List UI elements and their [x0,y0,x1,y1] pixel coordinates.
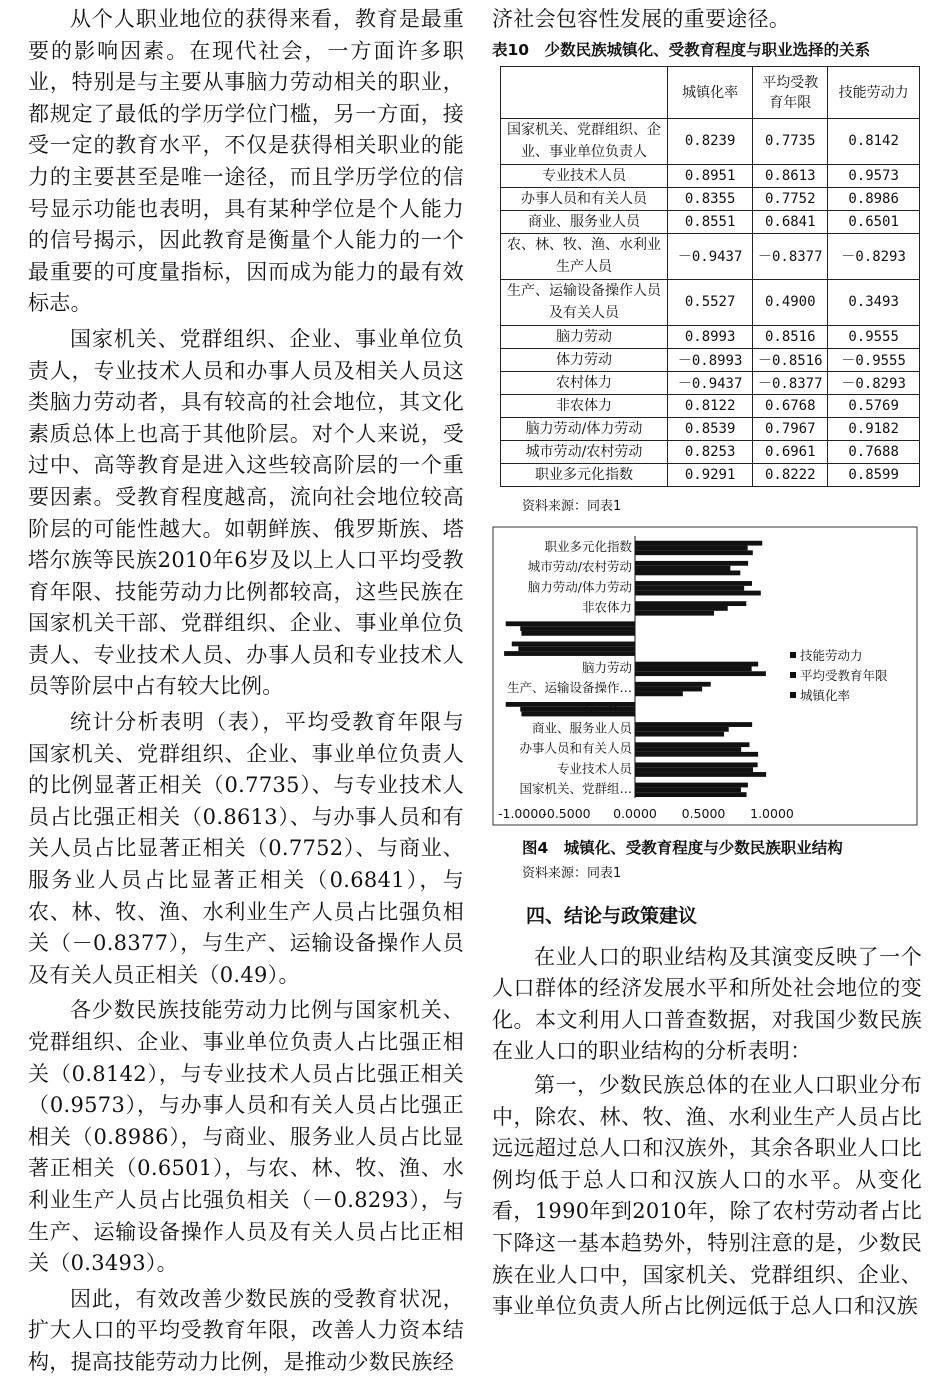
table-header-cell [501,66,668,118]
table-header-row [501,66,920,118]
table-cell-value: －0.9555 [828,348,920,371]
table-row-label: 农、林、牧、渔、水利业生产人员 [501,233,668,279]
legend-marker [790,692,796,698]
bar-技能劳动力 [521,631,635,636]
x-tick-label: 0.5000 [681,805,726,821]
table-cell-value: 0.8986 [828,187,920,210]
bar-技能劳动力 [635,751,758,756]
bar-技能劳动力 [635,731,724,736]
table-cell-value: －0.8293 [828,371,920,394]
bar-平均受教育年限 [635,767,753,772]
table-cell-value: －0.8516 [753,348,828,371]
table-cell-value: 0.7688 [828,440,920,463]
table-cell-value: －0.8293 [828,233,920,279]
table-cell-value: －0.9437 [668,233,753,279]
table-row [501,417,920,440]
table-cell-value: 0.8551 [668,210,753,233]
table-header-cell: 技能劳动力 [828,66,920,118]
table-row [501,233,920,279]
figure-caption: 图4 城镇化、受教育程度与少数民族职业结构 [522,838,843,857]
table-row-label: 体力劳动 [501,348,668,371]
table-cell-value: －0.9437 [668,371,753,394]
table-cell-value: 0.8951 [668,164,753,187]
figure-4 [492,526,922,830]
table-cell-value: －0.8377 [753,371,828,394]
table-cell-value: 0.8122 [668,394,753,417]
table-header-cell: 平均受教育年限 [753,66,828,118]
table-row [501,164,920,187]
legend-marker [790,652,796,658]
table-row [501,210,920,233]
bar-城镇化率 [635,581,752,586]
table-cell-value: 0.5769 [828,394,920,417]
bar-城镇化率 [635,661,758,666]
bar-技能劳动力 [635,550,753,555]
table-header-cell: 城镇化率 [668,66,753,118]
category-label: 职业多元化指数 [544,538,632,554]
body-paragraph-continued: 济社会包容性发展的重要途径。 [492,7,791,31]
category-label: 城市劳动/农村劳动 [527,558,632,574]
body-paragraph: 各少数民族技能劳动力比例与国家机关、党群组织、企业、事业单位负责人占比强正相关（0.8142），与专业技术人员占比强正相关（0.9573），与办事人员和有关人员占比强正相关（0.8986），与商业、服务业人员占比显著正相关（0.6501），与农、林、牧、渔、水利业生产人员占比强负相关（－0.8293），与生产、运输设备操作人员及有关人员占比正相关（0.3493）。 [28,998,464,1276]
body-paragraph: 在业人口的职业结构及其演变反映了一个人口群体的经济发展水平和所处社会地位的变化。本文利用人口普查数据，对我国少数民族在业人口的职业结构的分析表明： [492,944,922,1064]
table-cell-value: 0.8253 [668,440,753,463]
legend-label: 城镇化率 [800,687,851,703]
table-cell-value: 0.7735 [753,118,828,164]
category-label: 办事人员和有关人员 [519,740,632,756]
x-tick-label: 1.0000 [750,805,794,821]
table-row-label: 非农体力 [501,394,668,417]
bar-城镇化率 [635,742,749,747]
bar-技能劳动力 [635,691,683,696]
bar-城镇化率 [506,621,635,626]
section-heading: 四、结论与政策建议 [526,904,698,927]
correlation-table [500,66,920,487]
table-cell-value: 0.8239 [668,118,753,164]
bar-技能劳动力 [635,610,714,615]
bar-平均受教育年限 [635,606,728,611]
bar-技能劳动力 [635,772,766,777]
table-cell-value: －0.8993 [668,348,753,371]
bar-平均受教育年限 [635,686,702,691]
x-tick-label: 0.0000 [613,805,657,821]
bar-平均受教育年限 [635,666,752,671]
table-row [501,348,920,371]
category-label: 国家机关、党群组… [519,780,632,796]
bar-平均受教育年限 [520,626,635,631]
body-paragraph: 统计分析表明（表），平均受教育年限与国家机关、党群组织、企业、事业单位负责人的比例显著正相关（0.7735）、与专业技术人员占比强正相关（0.8613）、与办事人员和有关人员占比显著正相关（0.7752）、与商业、服务业人员占比显著正相关（0.6841），与农、林、牧、渔、水利业生产人员占比强负相关（－0.8377），与生产、运输设备操作人员及有关人员正相关（0.49）。 [28,710,464,987]
bar-城镇化率 [635,601,746,606]
table-cell-value: 0.5527 [668,279,753,325]
bar-平均受教育年限 [518,646,635,651]
legend-label: 平均受教育年限 [800,667,888,683]
table-cell-value: 0.8613 [753,164,828,187]
table-cell-value: 0.7752 [753,187,828,210]
table-cell-value: 0.8539 [668,417,753,440]
bar-平均受教育年限 [635,727,729,732]
figure-source: 资料来源：同表1 [522,865,622,881]
table-row-label: 农村体力 [501,371,668,394]
table-cell-value: 0.8222 [753,463,828,486]
table-row [501,463,920,486]
table-row-label: 办事人员和有关人员 [501,187,668,210]
table-row-label: 脑力劳动 [501,325,668,348]
table-row [501,187,920,210]
table-cell-value: 0.8993 [668,325,753,348]
category-label: 脑力劳动 [581,659,632,675]
bar-平均受教育年限 [635,565,730,570]
left-column [28,0,464,1379]
bar-城镇化率 [635,561,748,566]
table-cell-value: 0.7967 [753,417,828,440]
bar-城镇化率 [635,722,752,727]
table-cell-value: 0.6961 [753,440,828,463]
table-row-label: 国家机关、党群组织、企业、事业单位负责人 [501,118,668,164]
table-cell-value: －0.8377 [753,233,828,279]
table-row-label: 生产、运输设备操作人员及有关人员 [501,279,668,325]
table-cell-value: 0.9291 [668,463,753,486]
bar-城镇化率 [635,681,711,686]
table-row [501,394,920,417]
table-cell-value: 0.4900 [753,279,828,325]
table-cell-value: 0.8599 [828,463,920,486]
table-row [501,371,920,394]
category-label: 商业、服务业人员 [531,720,632,736]
bar-技能劳动力 [504,651,635,656]
table-row [501,440,920,463]
category-label: 专业技术人员 [556,760,632,776]
bar-技能劳动力 [635,590,761,595]
right-column [492,0,922,1323]
category-label: 非农体力 [581,599,632,615]
bar-平均受教育年限 [635,747,741,752]
bar-城镇化率 [635,762,758,767]
table-cell-value: 0.8355 [668,187,753,210]
body-paragraph: 因此，有效改善少数民族的受教育状况，扩大人口的平均受教育年限，改善人力资本结构，提高技能劳动力比例，是推动少数民族经 [28,1286,464,1374]
table-cell-value: 0.3493 [828,279,920,325]
bar-技能劳动力 [635,792,747,797]
bar-城镇化率 [635,540,762,545]
bar-城镇化率 [635,782,748,787]
x-tick-label: -1.0000 [498,805,547,821]
table-cell-value: 0.6841 [753,210,828,233]
table-cell-value: 0.9573 [828,164,920,187]
table-row-label: 专业技术人员 [501,164,668,187]
category-label: 脑力劳动/体力劳动 [527,578,632,594]
category-label: 生产、运输设备操作… [506,679,632,695]
table-caption: 表10 少数民族城镇化、受教育程度与职业选择的关系 [492,40,871,59]
table-cell-value: 0.8516 [753,325,828,348]
body-paragraph: 从个人职业地位的获得来看，教育是最重要的影响因素。在现代社会，一方面许多职业，特别是与主要从事脑力劳动相关的职业，都规定了最低的学历学位门槛，另一方面，接受一定的教育水平，不仅是获得相关职业的能力的主要甚至是唯一途径，而且学历学位的信号显示功能也表明，具有某种学位是个人能力的信号揭示，因此教育是衡量个人能力的一个最重要的可度量指标，因而成为能力的最有效标志。 [28,7,464,316]
x-tick-label: -0.5000 [542,805,591,821]
bar-chart [492,526,918,826]
table-row-label: 城市劳动/农村劳动 [501,440,668,463]
body-paragraph: 国家机关、党群组织、企业、事业单位负责人，专业技术人员和办事人员及相关人员这类脑力劳动者，具有较高的社会地位，其文化素质总体上也高于其他阶层。对个人来说，受过中、高等教育是进入这些较高阶层的一个重要因素。受教育程度越高，流向社会地位较高阶层的可能性越大。如朝鲜族、俄罗斯族、塔塔尔族等民族2010年6岁及以上人口平均受教育年限、技能劳动力比例都较高，这些民族在国家机关干部、党群组织、企业、事业单位负责人、专业技术人员、办事人员和专业技术人员等阶层中占有较大比例。 [28,326,464,699]
category-label: 农、林… [581,699,632,715]
bar-技能劳动力 [635,671,766,676]
table-row [501,279,920,325]
table-cell-value: 0.9555 [828,325,920,348]
legend-label: 技能劳动力 [800,647,863,663]
bar-平均受教育年限 [635,787,741,792]
table-cell-value: 0.8142 [828,118,920,164]
table-cell-value: 0.6501 [828,210,920,233]
body-paragraph: 第一，少数民族总体的在业人口职业分布中，除农、林、牧、渔、水利业生产人员占比远远超过总人口和汉族外，其余各职业人口比例均低于总人口和汉族人口的水平。从变化看，1990年到2010年，除了农村劳动者占比下降这一基本趋势外，特别注意的是，少数民族在业人口中，国家机关、党群组织、企业、事业单位负责人所占比例远低于总人口和汉族 [492,1072,922,1319]
table-row-label: 商业、服务业人员 [501,210,668,233]
table-source: 资料来源：同表1 [522,498,622,514]
bar-技能劳动力 [635,570,740,575]
bar-平均受教育年限 [635,545,748,550]
bar-城镇化率 [512,641,635,646]
table-cell-value: 0.6768 [753,394,828,417]
table-cell-value: 0.9182 [828,417,920,440]
bar-平均受教育年限 [635,585,744,590]
legend-marker [790,672,796,678]
table-row [501,325,920,348]
table-row-label: 脑力劳动/体力劳动 [501,417,668,440]
table-row-label: 职业多元化指数 [501,463,668,486]
table-row [501,118,920,164]
